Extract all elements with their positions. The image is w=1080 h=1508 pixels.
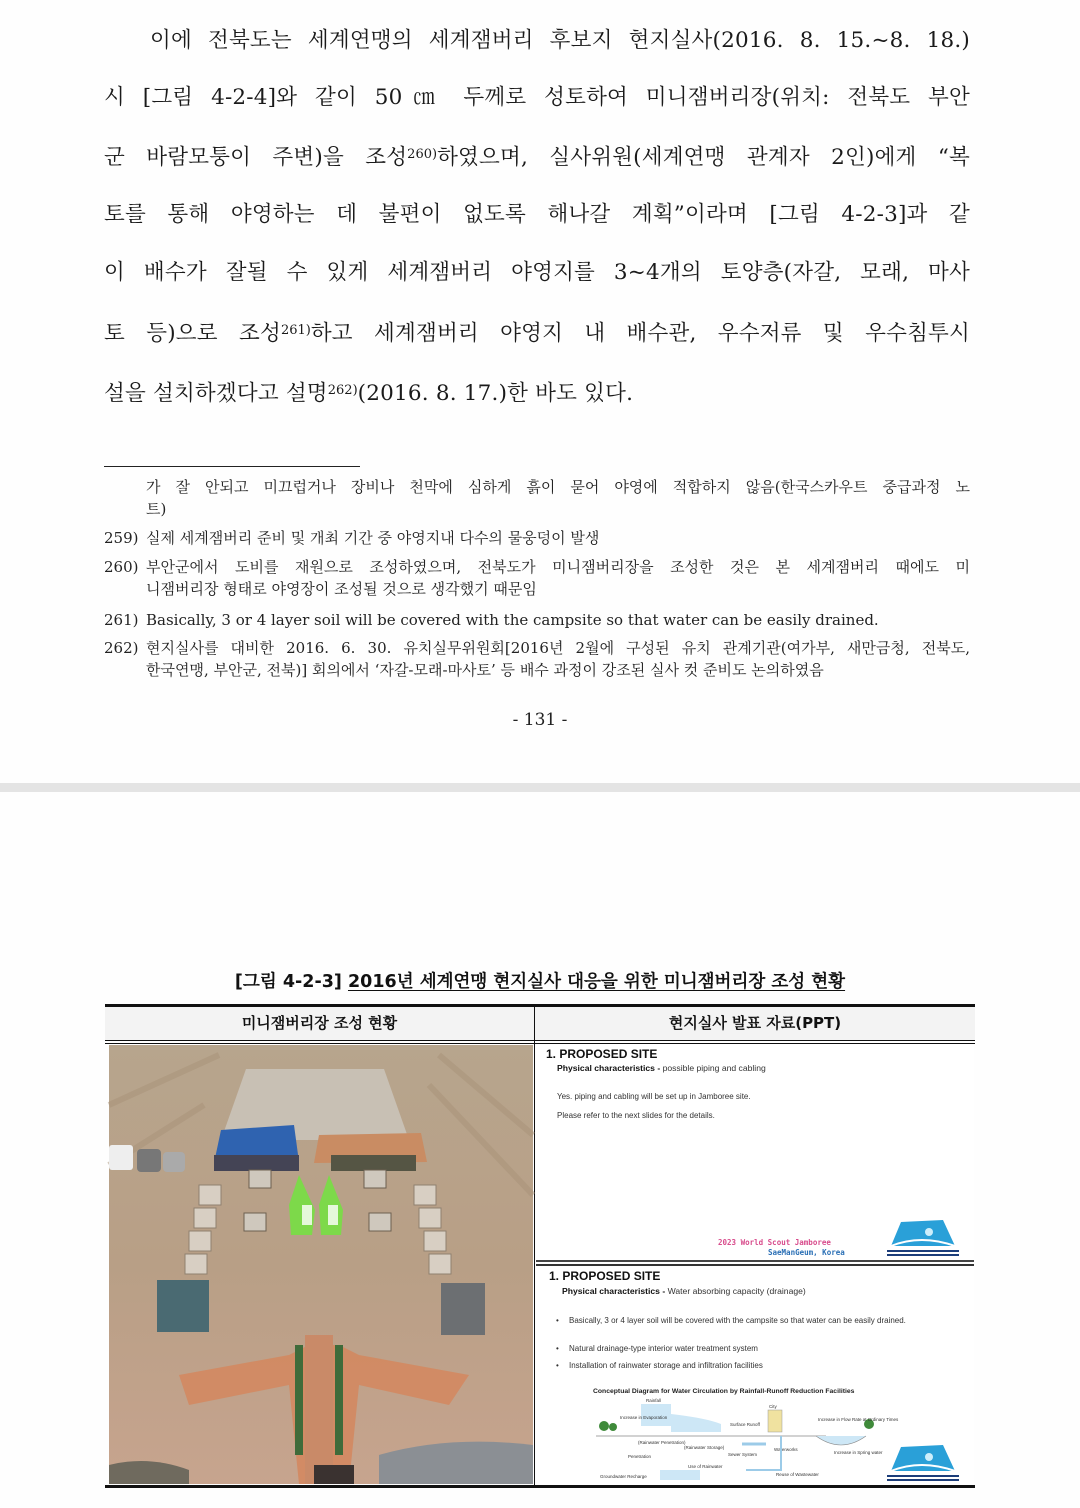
subtitle-rest: possible piping and cabling xyxy=(662,1063,766,1073)
slide-footer-line xyxy=(536,1260,974,1262)
footnote-259 xyxy=(104,528,970,548)
body-text: 하였으며, 실사위원(세계연맹 관계자 2인)에게 “복 xyxy=(437,145,970,170)
bullet-dot: • xyxy=(556,1316,559,1325)
body-line-6 xyxy=(104,316,970,346)
footnote-text: 트) xyxy=(146,500,167,518)
subtitle-rest: Water absorbing capacity (drainage) xyxy=(667,1286,806,1296)
footnote-262-cont xyxy=(104,660,970,680)
blue-tent-shadow xyxy=(214,1155,299,1171)
footnote-260 xyxy=(104,557,970,577)
body-text: 하고 세계잼버리 야영지 내 배수관, 우수저류 및 우수침투시 xyxy=(310,321,970,346)
body-line-2: 시 [그림 4-2-4]와 같이 50㎝ 두께로 성토하여 미니잼버리장(위치: 전북도 부안 xyxy=(104,85,970,110)
body-text: (2016. 8. 17.)한 바도 있다. xyxy=(357,381,634,406)
label-reuse: Reuse of Wastewater xyxy=(776,1472,819,1477)
slide-subtitle xyxy=(562,1286,806,1296)
figure-caption xyxy=(0,968,1080,993)
label-rainfall: Rainfall xyxy=(646,1398,662,1403)
label-surface-runoff: Surface Runoff xyxy=(730,1422,760,1427)
body-line-7 xyxy=(104,376,970,406)
jamboree-tent-logo xyxy=(881,1216,961,1260)
body-line-1: 이에 전북도는 세계연맹의 세계잼버리 후보지 현지실사(2016. 8. 15.~8. 18.) xyxy=(150,28,970,53)
footnote-ref-261[interactable]: 261) xyxy=(280,323,311,338)
water-circulation-diagram xyxy=(596,1396,899,1486)
tree-icon xyxy=(599,1421,609,1431)
bullet-text: Basically, 3 or 4 layer soil will be covered with the campsite so that water can be easily drained. xyxy=(569,1316,906,1325)
groundwater-layer xyxy=(660,1470,700,1480)
hedge xyxy=(335,1345,343,1455)
body-line-4: 토를 통해 야영하는 데 불편이 없도록 해나갈 계획”이라며 [그림 4-2-3]과 같 xyxy=(104,202,970,227)
tree-icon xyxy=(609,1423,617,1431)
table-header-row xyxy=(105,1007,975,1040)
label-groundwater: Groundwater Recharge xyxy=(600,1474,647,1479)
footnote-text: 실제 세계잼버리 준비 및 개최 기간 중 야영지내 다수의 물웅덩이 발생 xyxy=(146,529,600,547)
label-flow-rate: Increase in Flow Rate at Ordinary Times xyxy=(818,1417,899,1422)
body-text: 토 등)으로 조성 xyxy=(104,321,281,346)
body-line-5: 이 배수가 잘될 수 있게 세계잼버리 야영지를 3~4개의 토양층(자갈, 모래, 마사 xyxy=(104,260,970,285)
slide-text-line: Yes. piping and cabling will be set up in Jamboree site. xyxy=(557,1092,751,1101)
jamboree-footer-location: SaeManGeum, Korea xyxy=(768,1248,845,1257)
table-column-divider xyxy=(534,1007,535,1485)
body-text: 군 바람모퉁이 주변)을 조성 xyxy=(104,145,408,170)
label-waterworks: Waterworks xyxy=(774,1447,798,1452)
label-penetration-rw: (Rainwater Penetration) xyxy=(638,1440,686,1445)
footnote-text: 한국연맹, 부안군, 전북)] 회의에서 ‘자갈-모래-마사토’ 등 배수 과정이 강조된 실사 컷 준비도 논의하였음 xyxy=(146,661,824,679)
label-evaporation: Increase in Evaporation xyxy=(620,1415,668,1420)
column-header-ppt: 현지실사 발표 자료(PPT) xyxy=(668,1014,842,1032)
page-number: - 131 - xyxy=(512,710,568,730)
subtitle-bold: Physical characteristics - xyxy=(557,1063,661,1073)
car xyxy=(109,1145,133,1170)
slide-text-line: Please refer to the next slides for the details. xyxy=(557,1111,715,1120)
footnote-continued xyxy=(104,499,970,519)
ppt-slide-piping xyxy=(536,1044,974,1262)
footnote-text: 니잼버리장 형태로 야영장이 조성될 것으로 생각했기 때문임 xyxy=(146,580,537,598)
car xyxy=(137,1149,161,1172)
footnote-number: 262) xyxy=(104,639,139,657)
footnote-text: 가 잘 안되고 미끄럽거나 장비나 천막에 심하게 흙이 묻어 야영에 적합하지 않음(한국스카우트 중급과정 노 xyxy=(146,478,970,496)
label-storage-rw: (Rainwater Storage) xyxy=(684,1445,725,1450)
label-use-rw: Use of Rainwater xyxy=(688,1464,723,1469)
footnote-text: 부안군에서 도비를 재원으로 조성하였으며, 전북도가 미니잼버리장을 조성한 것은 본 세계잼버리 때에도 미 xyxy=(146,558,970,576)
slide-subtitle xyxy=(557,1063,766,1073)
jamboree-footer-title: 2023 World Scout Jamboree xyxy=(718,1238,831,1247)
body-line-3 xyxy=(104,140,970,170)
footnote-text: 현지실사를 대비한 2016. 6. 30. 유치실무위원회[2016년 2월에 구성된 유치 관계기관(여가부, 새만금청, 전북도, xyxy=(146,639,970,657)
jamboree-tent-logo xyxy=(881,1441,961,1485)
bullet-dot: • xyxy=(556,1344,559,1353)
bullet-text: Installation of rainwater storage and infiltration facilities xyxy=(569,1361,763,1370)
city-building-icon xyxy=(768,1410,782,1432)
container-right xyxy=(441,1283,485,1335)
footnote-ref-262[interactable]: 262) xyxy=(327,383,358,398)
footnote-number: 259) xyxy=(104,529,139,547)
label-penetration: Penetration xyxy=(628,1454,652,1459)
car xyxy=(163,1152,185,1172)
table-bottom-border xyxy=(105,1485,975,1488)
footnote-261 xyxy=(104,610,970,630)
label-spring: Increase in Spring water xyxy=(834,1450,883,1455)
orange-tent-shadow xyxy=(331,1155,416,1171)
footnote-number: 261) xyxy=(104,611,139,629)
bullet-text: Natural drainage-type interior water treatment system xyxy=(569,1344,758,1353)
slide-title: 1. PROPOSED SITE xyxy=(546,1047,658,1061)
column-header-site-status: 미니잼버리장 조성 현황 xyxy=(241,1014,398,1032)
footnote-262 xyxy=(104,638,970,658)
footnote-text: Basically, 3 or 4 layer soil will be covered with the campsite so that water can be easily drained. xyxy=(146,611,879,629)
center-path xyxy=(305,1335,333,1484)
ppt-slide-drainage xyxy=(536,1264,974,1485)
footnote-260-cont xyxy=(104,579,970,599)
footnote-number: 260) xyxy=(104,558,139,576)
footnote-continued xyxy=(104,477,970,497)
diagram-title: Conceptual Diagram for Water Circulation by Rainfall-Runoff Reduction Facilities xyxy=(593,1388,855,1395)
container-left xyxy=(157,1280,209,1332)
figure-table xyxy=(105,1004,975,1488)
footnote-ref-260[interactable]: 260) xyxy=(407,147,438,162)
body-text: 설을 설치하겠다고 설명 xyxy=(104,381,328,406)
page-separator xyxy=(0,783,1080,792)
label-city: City xyxy=(769,1404,777,1409)
slide-title: 1. PROPOSED SITE xyxy=(549,1269,661,1283)
hedge xyxy=(295,1345,303,1455)
subtitle-bold: Physical characteristics - xyxy=(562,1286,666,1296)
drain-grate xyxy=(314,1465,354,1484)
table-header-divider xyxy=(105,1040,975,1041)
label-sewer: Sewer System xyxy=(728,1452,758,1457)
aerial-photo xyxy=(109,1045,533,1484)
bullet-dot: • xyxy=(556,1361,559,1370)
figure-label: [그림 4-2-3] xyxy=(234,972,342,992)
figure-title: 2016년 세계연맹 현지실사 대응을 위한 미니잼버리장 조성 현황 xyxy=(347,972,846,992)
footnote-separator xyxy=(104,466,360,467)
aerial-photo-illustration xyxy=(109,1045,533,1484)
